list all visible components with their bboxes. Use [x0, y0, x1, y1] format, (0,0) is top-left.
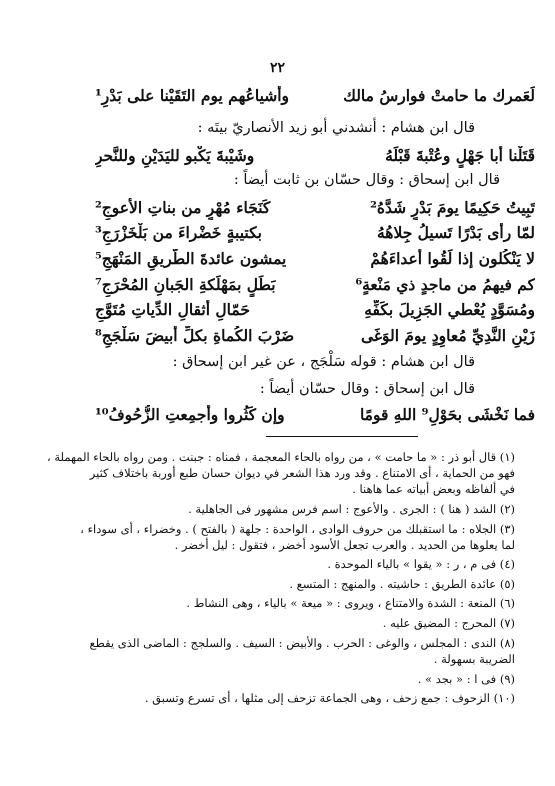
prose-line: قال ابن هشام : قوله سَلْجَج ، عن غير ابن إسحاق : [172, 354, 475, 370]
footnote-line: (٧) المحرج : المضيق عليه . [382, 616, 515, 630]
hemistich-first: فما نَخْشَى بحَوْلِ⁹ اللهِ قومًا [359, 405, 535, 424]
hemistich-second: كَنَجَاء مُهْرٍ من بناتِ الأعوجِ² [95, 198, 271, 217]
footnote-line: (٢) الشد ( هنا ) : الجرى . والأعوج : اسم فرس مشهور فى الجاهلية . [188, 502, 515, 516]
hemistich-second: بكتيبةٍ خَضْراءَ من بَلْخَزْرَجِ³ [95, 223, 262, 242]
footnote-line: (٩) فى ا : « بجد » . [417, 672, 515, 686]
verse-line [95, 198, 535, 220]
verse-line [95, 275, 535, 297]
hemistich-first: كم فيهمُ من ماجدٍ ذي مَنْعةٍ⁶ [355, 275, 535, 294]
hemistich-first: قَتَلْنا أبا جَهْلٍ وعُتْبةَ قَبْلَهُ [385, 146, 535, 165]
footnote-separator [266, 436, 418, 437]
footnote-line: في ألفاظه وبعض أبياته عما هاهنا . [352, 482, 515, 496]
hemistich-second: حَمّالِ أثقالِ الدِّياتِ مُتَوَّجِ [95, 300, 250, 319]
prose-line: قال ابن إسحاق : وقال حسّان أيضاً : [259, 381, 475, 397]
footnote-line: (١) قال أبو ذر : « ما حامت » ، من رواه بالحاء المعجمة ، فمناه : جبنت . ومن رواه بالحاء المهملة ، [47, 450, 515, 464]
prose-line: قال ابن إسحاق : وقال حسّان بن ثابت أيضاً : [233, 172, 500, 188]
hemistich-second: بَطَلٍ بمَهْلَكةِ الجَبانِ المُحْرَجِ⁷ [95, 275, 276, 294]
hemistich-second: وشَيْبةَ يَكْبو لليَدَيْنِ وللنَّحرِ [95, 146, 255, 165]
verse-line [95, 86, 535, 108]
hemistich-second: يمشون عائدةَ الطَّريقِ المَنْهَجِ⁵ [95, 249, 287, 268]
footnote-line: (٤) فى م ، ر : « يقوا » بالياء الموحدة . [327, 557, 515, 571]
verse-line [95, 300, 535, 322]
footnote-line: (٦) المنعة : الشدة والامتناع ، ويروى : « ميعة » بالياء ، وهى النشاط . [186, 596, 515, 610]
footnote-line: (٣) الجلاه : ما استقبلك من حروف الوادى ، الواحدة : جلهة ( بالفتح ) . وخضراء ، أى سوداء ، [80, 522, 515, 536]
verse-line [95, 223, 535, 245]
hemistich-first: لَعَمرك ما حامتْ فوارسُ مالك [343, 86, 535, 105]
footnote-line: (٥) عائدة الطريق : حاشيته . والمنهج : المتسع . [289, 577, 515, 591]
hemistich-second: ضَرْبَ الكُماةِ بكلِّ أبيضَ سَلْجَجِ⁸ [95, 326, 295, 345]
prose-line: قال ابن هشام : أنشدني أبو زيد الأنصاريّ بيتَه : [197, 120, 475, 136]
footnote-line: (٨) الندى : المجلس ، والوغى : الحرب . والأبيض : السيف . والسلجج : الماضى الذى يقطع [89, 636, 515, 650]
page-number: ٢٢ [269, 60, 286, 76]
hemistich-first: لمّا رأى بَدْرًا تَسيلُ جِلاهُهُ [376, 223, 535, 242]
hemistich-first: لا يَنْكُلون إذا لَقُوا أعداءَهُمْ [370, 249, 535, 268]
hemistich-first: زَيْنِ النَّدِيِّ مُعاوِدٍ يومَ الوَغَى [360, 326, 535, 345]
verse-line [95, 249, 535, 271]
footnote-line: الضريبة بسهولة . [433, 652, 515, 666]
verse-line [95, 326, 535, 348]
footnote-line: (١٠) الزحوف : جمع زحف ، وهى الجماعة تزحف إلى مثلها ، أى تسرع وتسبق . [144, 691, 515, 705]
hemistich-second: وإن كَثُروا وأُجمِعتِ الزُّحُوفُ¹⁰ [95, 405, 285, 424]
hemistich-second: وأشياعُهم يوم التَقَيْنا على بَدْرِ¹ [95, 86, 290, 105]
verse-line [95, 146, 535, 168]
hemistich-first: تَبِيتُ حَكِيمًا يومَ بَدْرٍ شَدَّهُ² [370, 198, 535, 217]
verse-line [95, 405, 535, 427]
hemistich-first: ومُسَوَّدٍ يُعْطي الجَزِيلَ بكَفِّهِ [364, 300, 535, 319]
footnote-line: فهو من الحماية ، أى الامتناع . وقد ورد هذا الشعر في ديوان حسان طبع أوربة باختلاف كثير [89, 466, 515, 480]
footnote-line: لما يعلوها من الحديد . والعرب تجعل الأسود أخضر ، فتقول : ليل أخضر . [174, 538, 515, 552]
